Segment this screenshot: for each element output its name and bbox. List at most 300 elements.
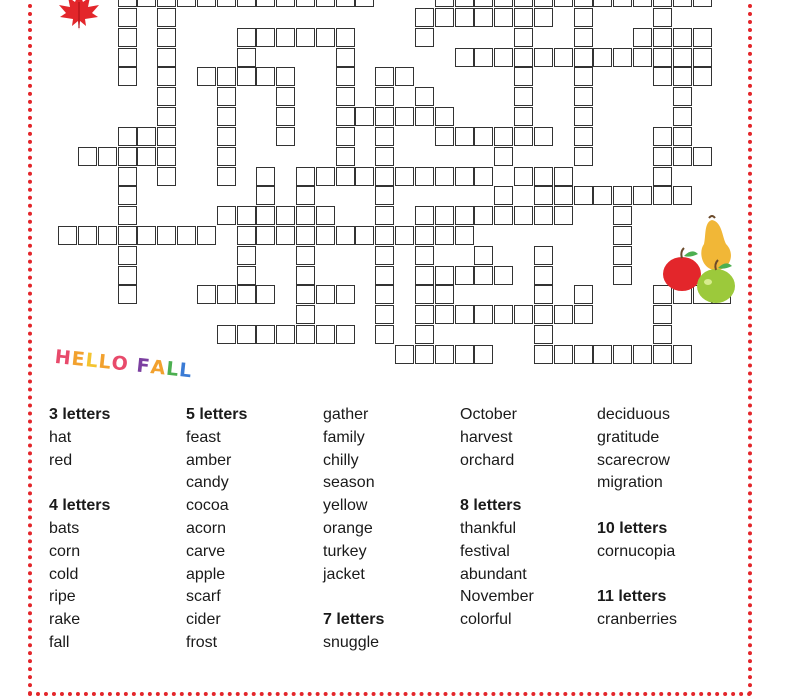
grid-cell[interactable] <box>534 246 553 265</box>
grid-cell[interactable] <box>118 186 137 205</box>
grid-cell[interactable] <box>355 226 374 245</box>
grid-cell[interactable] <box>455 127 474 146</box>
grid-cell[interactable] <box>514 107 533 126</box>
grid-cell[interactable] <box>237 48 256 67</box>
grid-cell[interactable] <box>336 67 355 86</box>
grid-cell[interactable] <box>157 28 176 47</box>
grid-cell[interactable] <box>633 48 652 67</box>
grid-cell[interactable] <box>693 48 712 67</box>
word-item: October <box>460 406 517 423</box>
grid-cell[interactable] <box>237 28 256 47</box>
grid-cell[interactable] <box>157 147 176 166</box>
grid-cell[interactable] <box>455 167 474 186</box>
grid-cell[interactable] <box>98 147 117 166</box>
length-heading: 7 letters <box>323 611 385 629</box>
grid-cell[interactable] <box>415 246 434 265</box>
grid-cell[interactable] <box>455 226 474 245</box>
grid-cell[interactable] <box>316 226 335 245</box>
grid-cell[interactable] <box>455 8 474 27</box>
grid-cell[interactable] <box>336 48 355 67</box>
grid-cell[interactable] <box>474 305 493 324</box>
grid-cell[interactable] <box>455 345 474 364</box>
grid-cell[interactable] <box>593 345 612 364</box>
grid-cell[interactable] <box>217 167 236 186</box>
grid-cell[interactable] <box>633 28 652 47</box>
grid-cell[interactable] <box>435 285 454 304</box>
grid-cell[interactable] <box>673 0 692 7</box>
grid-cell[interactable] <box>375 226 394 245</box>
grid-cell[interactable] <box>494 0 513 7</box>
grid-cell[interactable] <box>296 167 315 186</box>
grid-cell[interactable] <box>534 206 553 225</box>
word-item: colorful <box>460 611 512 629</box>
grid-cell[interactable] <box>276 325 295 344</box>
word-item: migration <box>597 474 663 492</box>
grid-cell[interactable] <box>118 67 137 86</box>
grid-cell[interactable] <box>336 0 355 7</box>
grid-cell[interactable] <box>494 206 513 225</box>
grid-cell[interactable] <box>574 107 593 126</box>
grid-cell[interactable] <box>157 0 176 7</box>
grid-cell[interactable] <box>296 325 315 344</box>
grid-cell[interactable] <box>415 107 434 126</box>
grid-cell[interactable] <box>217 0 236 7</box>
grid-cell[interactable] <box>157 167 176 186</box>
grid-cell[interactable] <box>613 266 632 285</box>
grid-cell[interactable] <box>574 186 593 205</box>
grid-cell[interactable] <box>653 345 672 364</box>
grid-cell[interactable] <box>256 325 275 344</box>
grid-cell[interactable] <box>574 8 593 27</box>
grid-cell[interactable] <box>534 186 553 205</box>
grid-cell[interactable] <box>415 206 434 225</box>
grid-cell[interactable] <box>217 147 236 166</box>
grid-cell[interactable] <box>237 325 256 344</box>
grid-cell[interactable] <box>514 48 533 67</box>
grid-cell[interactable] <box>554 167 573 186</box>
grid-cell[interactable] <box>494 186 513 205</box>
length-heading: 5 letters <box>186 406 248 423</box>
grid-cell[interactable] <box>375 87 394 106</box>
grid-cell[interactable] <box>613 206 632 225</box>
grid-cell[interactable] <box>415 305 434 324</box>
grid-cell[interactable] <box>375 325 394 344</box>
grid-cell[interactable] <box>534 325 553 344</box>
grid-cell[interactable] <box>395 226 414 245</box>
word-item: deciduous <box>597 406 670 423</box>
grid-cell[interactable] <box>157 127 176 146</box>
grid-cell[interactable] <box>118 8 137 27</box>
grid-cell[interactable] <box>375 206 394 225</box>
grid-cell[interactable] <box>415 285 434 304</box>
grid-cell[interactable] <box>435 127 454 146</box>
grid-cell[interactable] <box>474 266 493 285</box>
grid-cell[interactable] <box>693 28 712 47</box>
grid-cell[interactable] <box>455 206 474 225</box>
grid-cell[interactable] <box>593 186 612 205</box>
grid-cell[interactable] <box>395 167 414 186</box>
grid-cell[interactable] <box>554 186 573 205</box>
grid-cell[interactable] <box>375 266 394 285</box>
title-letter: O <box>110 351 130 376</box>
grid-cell[interactable] <box>296 28 315 47</box>
grid-cell[interactable] <box>157 87 176 106</box>
grid-cell[interactable] <box>316 167 335 186</box>
grid-cell[interactable] <box>673 48 692 67</box>
grid-cell[interactable] <box>217 325 236 344</box>
grid-cell[interactable] <box>336 226 355 245</box>
word-item: bats <box>49 519 80 537</box>
grid-cell[interactable] <box>118 266 137 285</box>
grid-cell[interactable] <box>554 305 573 324</box>
grid-cell[interactable] <box>534 48 553 67</box>
grid-cell[interactable] <box>534 285 553 304</box>
grid-cell[interactable] <box>474 246 493 265</box>
grid-cell[interactable] <box>435 305 454 324</box>
grid-cell[interactable] <box>157 226 176 245</box>
grid-cell[interactable] <box>514 67 533 86</box>
grid-cell[interactable] <box>415 325 434 344</box>
grid-cell[interactable] <box>673 28 692 47</box>
grid-cell[interactable] <box>296 246 315 265</box>
grid-cell[interactable] <box>355 0 374 7</box>
grid-cell[interactable] <box>217 285 236 304</box>
word-item: abundant <box>460 565 527 583</box>
grid-cell[interactable] <box>237 67 256 86</box>
grid-cell[interactable] <box>455 48 474 67</box>
grid-cell[interactable] <box>256 206 275 225</box>
grid-cell[interactable] <box>554 206 573 225</box>
grid-cell[interactable] <box>415 266 434 285</box>
grid-cell[interactable] <box>415 345 434 364</box>
grid-cell[interactable] <box>415 28 434 47</box>
grid-cell[interactable] <box>415 8 434 27</box>
grid-cell[interactable] <box>435 266 454 285</box>
word-item: fall <box>49 633 70 651</box>
grid-cell[interactable] <box>375 305 394 324</box>
grid-cell[interactable] <box>336 107 355 126</box>
grid-cell[interactable] <box>653 67 672 86</box>
grid-cell[interactable] <box>256 67 275 86</box>
grid-cell[interactable] <box>118 147 137 166</box>
grid-cell[interactable] <box>554 48 573 67</box>
grid-cell[interactable] <box>316 325 335 344</box>
grid-cell[interactable] <box>78 226 97 245</box>
grid-cell[interactable] <box>514 206 533 225</box>
word-item: yellow <box>323 497 368 515</box>
grid-cell[interactable] <box>613 0 632 7</box>
grid-cell[interactable] <box>296 0 315 7</box>
grid-cell[interactable] <box>474 167 493 186</box>
grid-cell[interactable] <box>514 0 533 7</box>
grid-cell[interactable] <box>58 226 77 245</box>
grid-cell[interactable] <box>514 8 533 27</box>
grid-cell[interactable] <box>375 107 394 126</box>
grid-cell[interactable] <box>256 28 275 47</box>
grid-cell[interactable] <box>693 67 712 86</box>
grid-cell[interactable] <box>237 0 256 7</box>
grid-cell[interactable] <box>197 67 216 86</box>
grid-cell[interactable] <box>355 167 374 186</box>
title-letter: L <box>178 359 194 383</box>
grid-cell[interactable] <box>237 226 256 245</box>
grid-cell[interactable] <box>336 285 355 304</box>
grid-cell[interactable] <box>118 167 137 186</box>
grid-cell[interactable] <box>118 285 137 304</box>
grid-cell[interactable] <box>395 107 414 126</box>
grid-cell[interactable] <box>336 28 355 47</box>
grid-cell[interactable] <box>653 48 672 67</box>
grid-cell[interactable] <box>256 186 275 205</box>
grid-cell[interactable] <box>375 127 394 146</box>
grid-cell[interactable] <box>296 266 315 285</box>
grid-cell[interactable] <box>673 186 692 205</box>
grid-cell[interactable] <box>494 305 513 324</box>
grid-cell[interactable] <box>494 266 513 285</box>
grid-cell[interactable] <box>494 48 513 67</box>
grid-cell[interactable] <box>415 226 434 245</box>
grid-cell[interactable] <box>157 67 176 86</box>
grid-cell[interactable] <box>78 147 97 166</box>
grid-cell[interactable] <box>118 226 137 245</box>
grid-cell[interactable] <box>613 48 632 67</box>
word-item: amber <box>186 451 232 469</box>
title-letter: L <box>165 357 181 381</box>
word-item: orange <box>323 519 373 537</box>
grid-cell[interactable] <box>574 305 593 324</box>
grid-cell[interactable] <box>593 0 612 7</box>
word-item: gather <box>323 406 369 423</box>
grid-cell[interactable] <box>157 48 176 67</box>
grid-cell[interactable] <box>296 305 315 324</box>
grid-cell[interactable] <box>336 87 355 106</box>
grid-cell[interactable] <box>276 67 295 86</box>
grid-cell[interactable] <box>336 325 355 344</box>
grid-cell[interactable] <box>633 0 652 7</box>
grid-cell[interactable] <box>693 0 712 7</box>
grid-cell[interactable] <box>276 107 295 126</box>
grid-cell[interactable] <box>316 28 335 47</box>
grid-cell[interactable] <box>474 0 493 7</box>
grid-cell[interactable] <box>296 186 315 205</box>
grid-cell[interactable] <box>217 67 236 86</box>
grid-cell[interactable] <box>653 8 672 27</box>
grid-cell[interactable] <box>435 0 454 7</box>
grid-cell[interactable] <box>197 0 216 7</box>
grid-cell[interactable] <box>574 285 593 304</box>
grid-cell[interactable] <box>98 226 117 245</box>
length-heading: 10 letters <box>597 519 668 537</box>
grid-cell[interactable] <box>256 285 275 304</box>
grid-cell[interactable] <box>435 345 454 364</box>
grid-cell[interactable] <box>613 345 632 364</box>
grid-cell[interactable] <box>474 8 493 27</box>
grid-cell[interactable] <box>633 186 652 205</box>
grid-cell[interactable] <box>514 167 533 186</box>
grid-cell[interactable] <box>673 107 692 126</box>
word-item: scarecrow <box>597 451 670 469</box>
grid-cell[interactable] <box>613 226 632 245</box>
grid-cell[interactable] <box>118 206 137 225</box>
grid-cell[interactable] <box>455 0 474 7</box>
grid-cell[interactable] <box>157 8 176 27</box>
grid-cell[interactable] <box>653 0 672 7</box>
grid-cell[interactable] <box>415 167 434 186</box>
grid-cell[interactable] <box>514 28 533 47</box>
fruit-pear-apples-icon <box>660 212 742 308</box>
grid-cell[interactable] <box>653 147 672 166</box>
grid-cell[interactable] <box>375 285 394 304</box>
grid-cell[interactable] <box>256 226 275 245</box>
grid-cell[interactable] <box>336 167 355 186</box>
grid-cell[interactable] <box>534 305 553 324</box>
word-item: feast <box>186 428 221 446</box>
grid-cell[interactable] <box>574 67 593 86</box>
grid-cell[interactable] <box>237 285 256 304</box>
grid-cell[interactable] <box>574 0 593 7</box>
grid-cell[interactable] <box>554 345 573 364</box>
grid-cell[interactable] <box>118 0 137 7</box>
grid-cell[interactable] <box>415 87 434 106</box>
grid-cell[interactable] <box>217 87 236 106</box>
grid-cell[interactable] <box>534 345 553 364</box>
grid-cell[interactable] <box>336 127 355 146</box>
grid-cell[interactable] <box>494 8 513 27</box>
grid-cell[interactable] <box>673 345 692 364</box>
grid-cell[interactable] <box>237 206 256 225</box>
grid-cell[interactable] <box>276 127 295 146</box>
grid-cell[interactable] <box>375 167 394 186</box>
grid-cell[interactable] <box>316 285 335 304</box>
grid-cell[interactable] <box>355 107 374 126</box>
grid-cell[interactable] <box>118 127 137 146</box>
grid-cell[interactable] <box>197 226 216 245</box>
grid-cell[interactable] <box>474 48 493 67</box>
grid-cell[interactable] <box>336 147 355 166</box>
grid-cell[interactable] <box>316 206 335 225</box>
grid-cell[interactable] <box>693 147 712 166</box>
grid-cell[interactable] <box>653 167 672 186</box>
grid-cell[interactable] <box>534 127 553 146</box>
grid-cell[interactable] <box>137 127 156 146</box>
grid-cell[interactable] <box>276 0 295 7</box>
grid-cell[interactable] <box>653 325 672 344</box>
grid-cell[interactable] <box>494 147 513 166</box>
grid-cell[interactable] <box>474 127 493 146</box>
grid-cell[interactable] <box>217 127 236 146</box>
word-item: harvest <box>460 428 513 446</box>
grid-cell[interactable] <box>276 206 295 225</box>
grid-cell[interactable] <box>514 87 533 106</box>
grid-cell[interactable] <box>574 87 593 106</box>
grid-cell[interactable] <box>375 147 394 166</box>
grid-cell[interactable] <box>157 107 176 126</box>
grid-cell[interactable] <box>633 345 652 364</box>
grid-cell[interactable] <box>455 305 474 324</box>
grid-cell[interactable] <box>217 206 236 225</box>
grid-cell[interactable] <box>435 8 454 27</box>
grid-cell[interactable] <box>256 0 275 7</box>
grid-cell[interactable] <box>217 107 236 126</box>
grid-cell[interactable] <box>494 127 513 146</box>
grid-cell[interactable] <box>593 48 612 67</box>
grid-cell[interactable] <box>296 285 315 304</box>
grid-cell[interactable] <box>177 0 196 7</box>
grid-cell[interactable] <box>534 266 553 285</box>
grid-cell[interactable] <box>237 266 256 285</box>
grid-cell[interactable] <box>455 266 474 285</box>
grid-cell[interactable] <box>653 305 672 324</box>
grid-cell[interactable] <box>197 285 216 304</box>
grid-cell[interactable] <box>534 8 553 27</box>
grid-cell[interactable] <box>534 0 553 7</box>
grid-cell[interactable] <box>435 206 454 225</box>
grid-cell[interactable] <box>256 167 275 186</box>
grid-cell[interactable] <box>435 226 454 245</box>
grid-cell[interactable] <box>435 107 454 126</box>
grid-cell[interactable] <box>296 226 315 245</box>
grid-cell[interactable] <box>137 226 156 245</box>
title-letter: L <box>84 349 100 373</box>
grid-cell[interactable] <box>474 206 493 225</box>
grid-cell[interactable] <box>375 67 394 86</box>
grid-cell[interactable] <box>276 28 295 47</box>
grid-cell[interactable] <box>237 246 256 265</box>
grid-cell[interactable] <box>316 0 335 7</box>
grid-cell[interactable] <box>375 186 394 205</box>
grid-cell[interactable] <box>118 48 137 67</box>
word-item: apple <box>186 565 226 583</box>
grid-cell[interactable] <box>118 28 137 47</box>
grid-cell[interactable] <box>673 67 692 86</box>
grid-cell[interactable] <box>276 226 295 245</box>
grid-cell[interactable] <box>574 28 593 47</box>
grid-cell[interactable] <box>673 127 692 146</box>
grid-cell[interactable] <box>514 305 533 324</box>
grid-cell[interactable] <box>574 147 593 166</box>
grid-cell[interactable] <box>554 0 573 7</box>
grid-cell[interactable] <box>613 246 632 265</box>
grid-cell[interactable] <box>118 246 137 265</box>
grid-cell[interactable] <box>574 345 593 364</box>
grid-cell[interactable] <box>653 28 672 47</box>
grid-cell[interactable] <box>474 345 493 364</box>
grid-cell[interactable] <box>653 127 672 146</box>
grid-cell[interactable] <box>673 87 692 106</box>
grid-cell[interactable] <box>177 226 196 245</box>
grid-cell[interactable] <box>574 48 593 67</box>
grid-cell[interactable] <box>613 186 632 205</box>
grid-cell[interactable] <box>435 167 454 186</box>
grid-cell[interactable] <box>653 186 672 205</box>
grid-cell[interactable] <box>534 167 553 186</box>
maple-leaf-icon <box>52 0 106 30</box>
length-heading: 3 letters <box>49 406 111 423</box>
word-item: cranberries <box>597 611 678 629</box>
grid-cell[interactable] <box>276 87 295 106</box>
grid-cell[interactable] <box>673 147 692 166</box>
grid-cell[interactable] <box>395 345 414 364</box>
word-item: frost <box>186 633 218 651</box>
grid-cell[interactable] <box>375 246 394 265</box>
grid-cell[interactable] <box>395 67 414 86</box>
grid-cell[interactable] <box>514 127 533 146</box>
grid-cell[interactable] <box>137 0 156 7</box>
grid-cell[interactable] <box>296 206 315 225</box>
grid-cell[interactable] <box>574 127 593 146</box>
grid-cell[interactable] <box>137 147 156 166</box>
word-item: orchard <box>460 451 515 469</box>
